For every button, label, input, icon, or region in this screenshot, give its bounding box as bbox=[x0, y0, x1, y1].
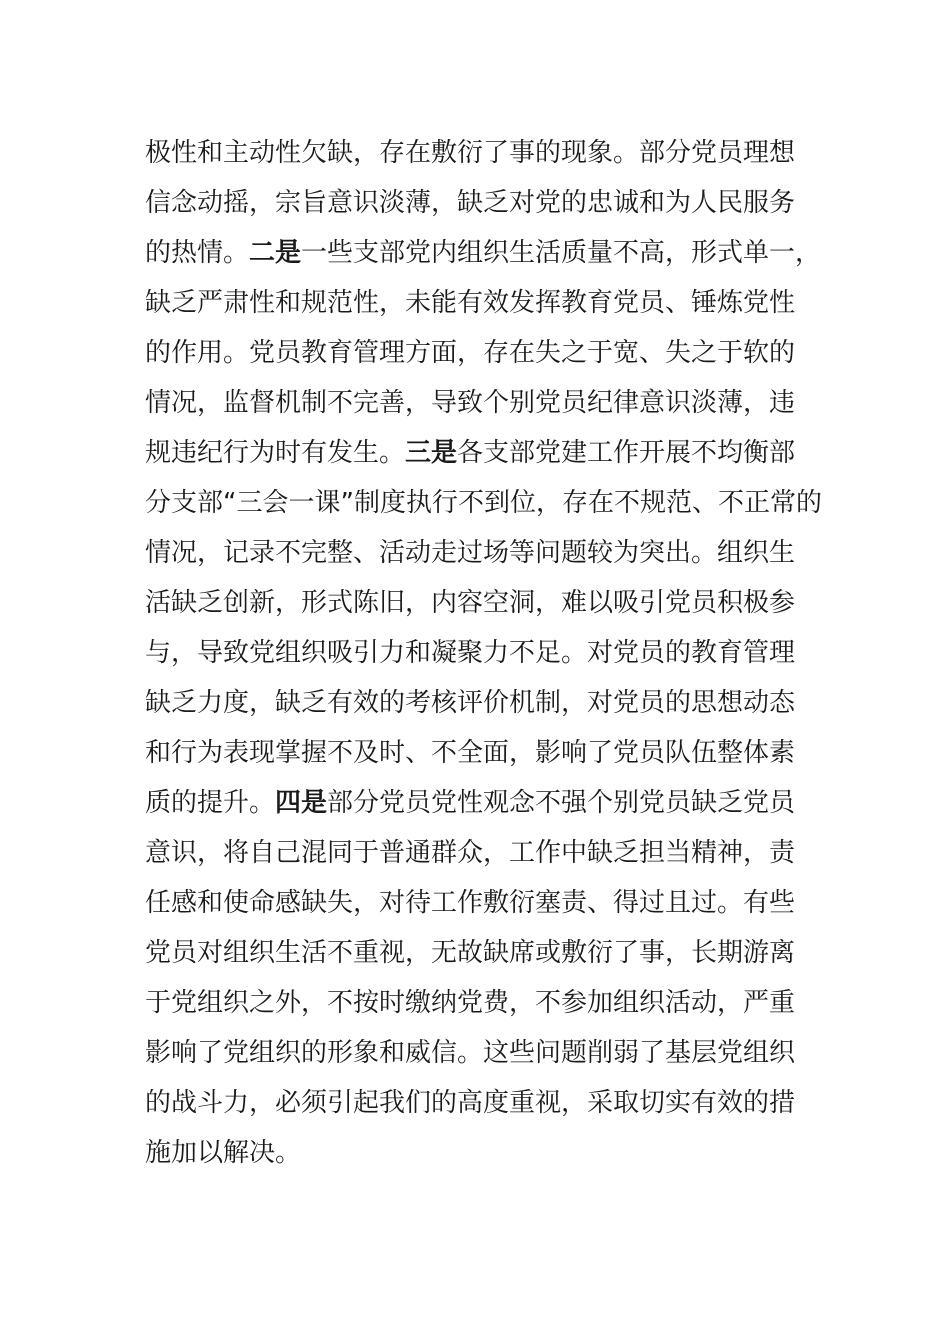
text-line bbox=[145, 478, 845, 528]
text-line bbox=[145, 378, 845, 428]
text-line bbox=[145, 578, 845, 628]
text-line bbox=[145, 228, 845, 278]
line-text: 意识，将自己混同于普通群众，工作中缺乏担当精神，责 bbox=[145, 838, 796, 868]
line-text: 一些支部党内组织生活质量不高，形式单一， bbox=[301, 238, 822, 268]
text-line bbox=[145, 278, 845, 328]
line-text: 与，导致党组织吸引力和凝聚力不足。对党员的教育管理 bbox=[145, 638, 796, 668]
text-line bbox=[145, 828, 845, 878]
text-line bbox=[145, 878, 845, 928]
text-line bbox=[145, 1128, 845, 1178]
text-line bbox=[145, 678, 845, 728]
line-text: 情况，监督机制不完善，导致个别党员纪律意识淡薄，违 bbox=[145, 388, 796, 418]
bold-marker-2: 二是 bbox=[249, 238, 302, 268]
text-line bbox=[145, 778, 845, 828]
line-text: 的热情。 bbox=[145, 238, 250, 268]
line-text: 党员对组织生活不重视，无故缺席或敷衍了事，长期游离 bbox=[145, 938, 796, 968]
line-text: 和行为表现掌握不及时、不全面，影响了党员队伍整体素 bbox=[145, 738, 796, 768]
text-line bbox=[145, 128, 845, 178]
line-text: 缺乏力度，缺乏有效的考核评价机制，对党员的思想动态 bbox=[145, 688, 796, 718]
line-text: 的战斗力，必须引起我们的高度重视，采取切实有效的措 bbox=[145, 1088, 796, 1118]
line-text: 各支部党建工作开展不均衡部 bbox=[457, 438, 796, 468]
line-text: 任感和使命感缺失，对待工作敷衍塞责、得过且过。有些 bbox=[145, 888, 796, 918]
line-text: 部分党员党性观念不强个别党员缺乏党员 bbox=[327, 788, 796, 818]
line-text: 活缺乏创新，形式陈旧，内容空洞，难以吸引党员积极参 bbox=[145, 588, 796, 618]
text-line bbox=[145, 178, 845, 228]
text-line bbox=[145, 728, 845, 778]
line-text: 情况，记录不完整、活动走过场等问题较为突出。组织生 bbox=[145, 538, 796, 568]
bold-marker-3: 三是 bbox=[405, 438, 458, 468]
line-text: 质的提升。 bbox=[145, 788, 276, 818]
line-text: 信念动摇，宗旨意识淡薄，缺乏对党的忠诚和为人民服务 bbox=[145, 188, 796, 218]
text-line bbox=[145, 528, 845, 578]
line-text: 的作用。党员教育管理方面，存在失之于宽、失之于软的 bbox=[145, 338, 796, 368]
text-line bbox=[145, 328, 845, 378]
line-text: 规违纪行为时有发生。 bbox=[145, 438, 406, 468]
line-text: 分支部“三会一课”制度执行不到位，存在不规范、不正常的 bbox=[145, 488, 822, 518]
line-text: 极性和主动性欠缺，存在敷衍了事的现象。部分党员理想 bbox=[145, 138, 796, 168]
text-line bbox=[145, 1078, 845, 1128]
text-line bbox=[145, 628, 845, 678]
line-text: 影响了党组织的形象和威信。这些问题削弱了基层党组织 bbox=[145, 1038, 796, 1068]
text-line bbox=[145, 1028, 845, 1078]
line-text: 施加以解决。 bbox=[145, 1138, 302, 1168]
body-paragraph bbox=[145, 128, 845, 1178]
text-line bbox=[145, 928, 845, 978]
line-text: 于党组织之外，不按时缴纳党费，不参加组织活动，严重 bbox=[145, 988, 796, 1018]
text-line bbox=[145, 978, 845, 1028]
text-line bbox=[145, 428, 845, 478]
line-text: 缺乏严肃性和规范性，未能有效发挥教育党员、锤炼党性 bbox=[145, 288, 796, 318]
bold-marker-4: 四是 bbox=[275, 788, 328, 818]
